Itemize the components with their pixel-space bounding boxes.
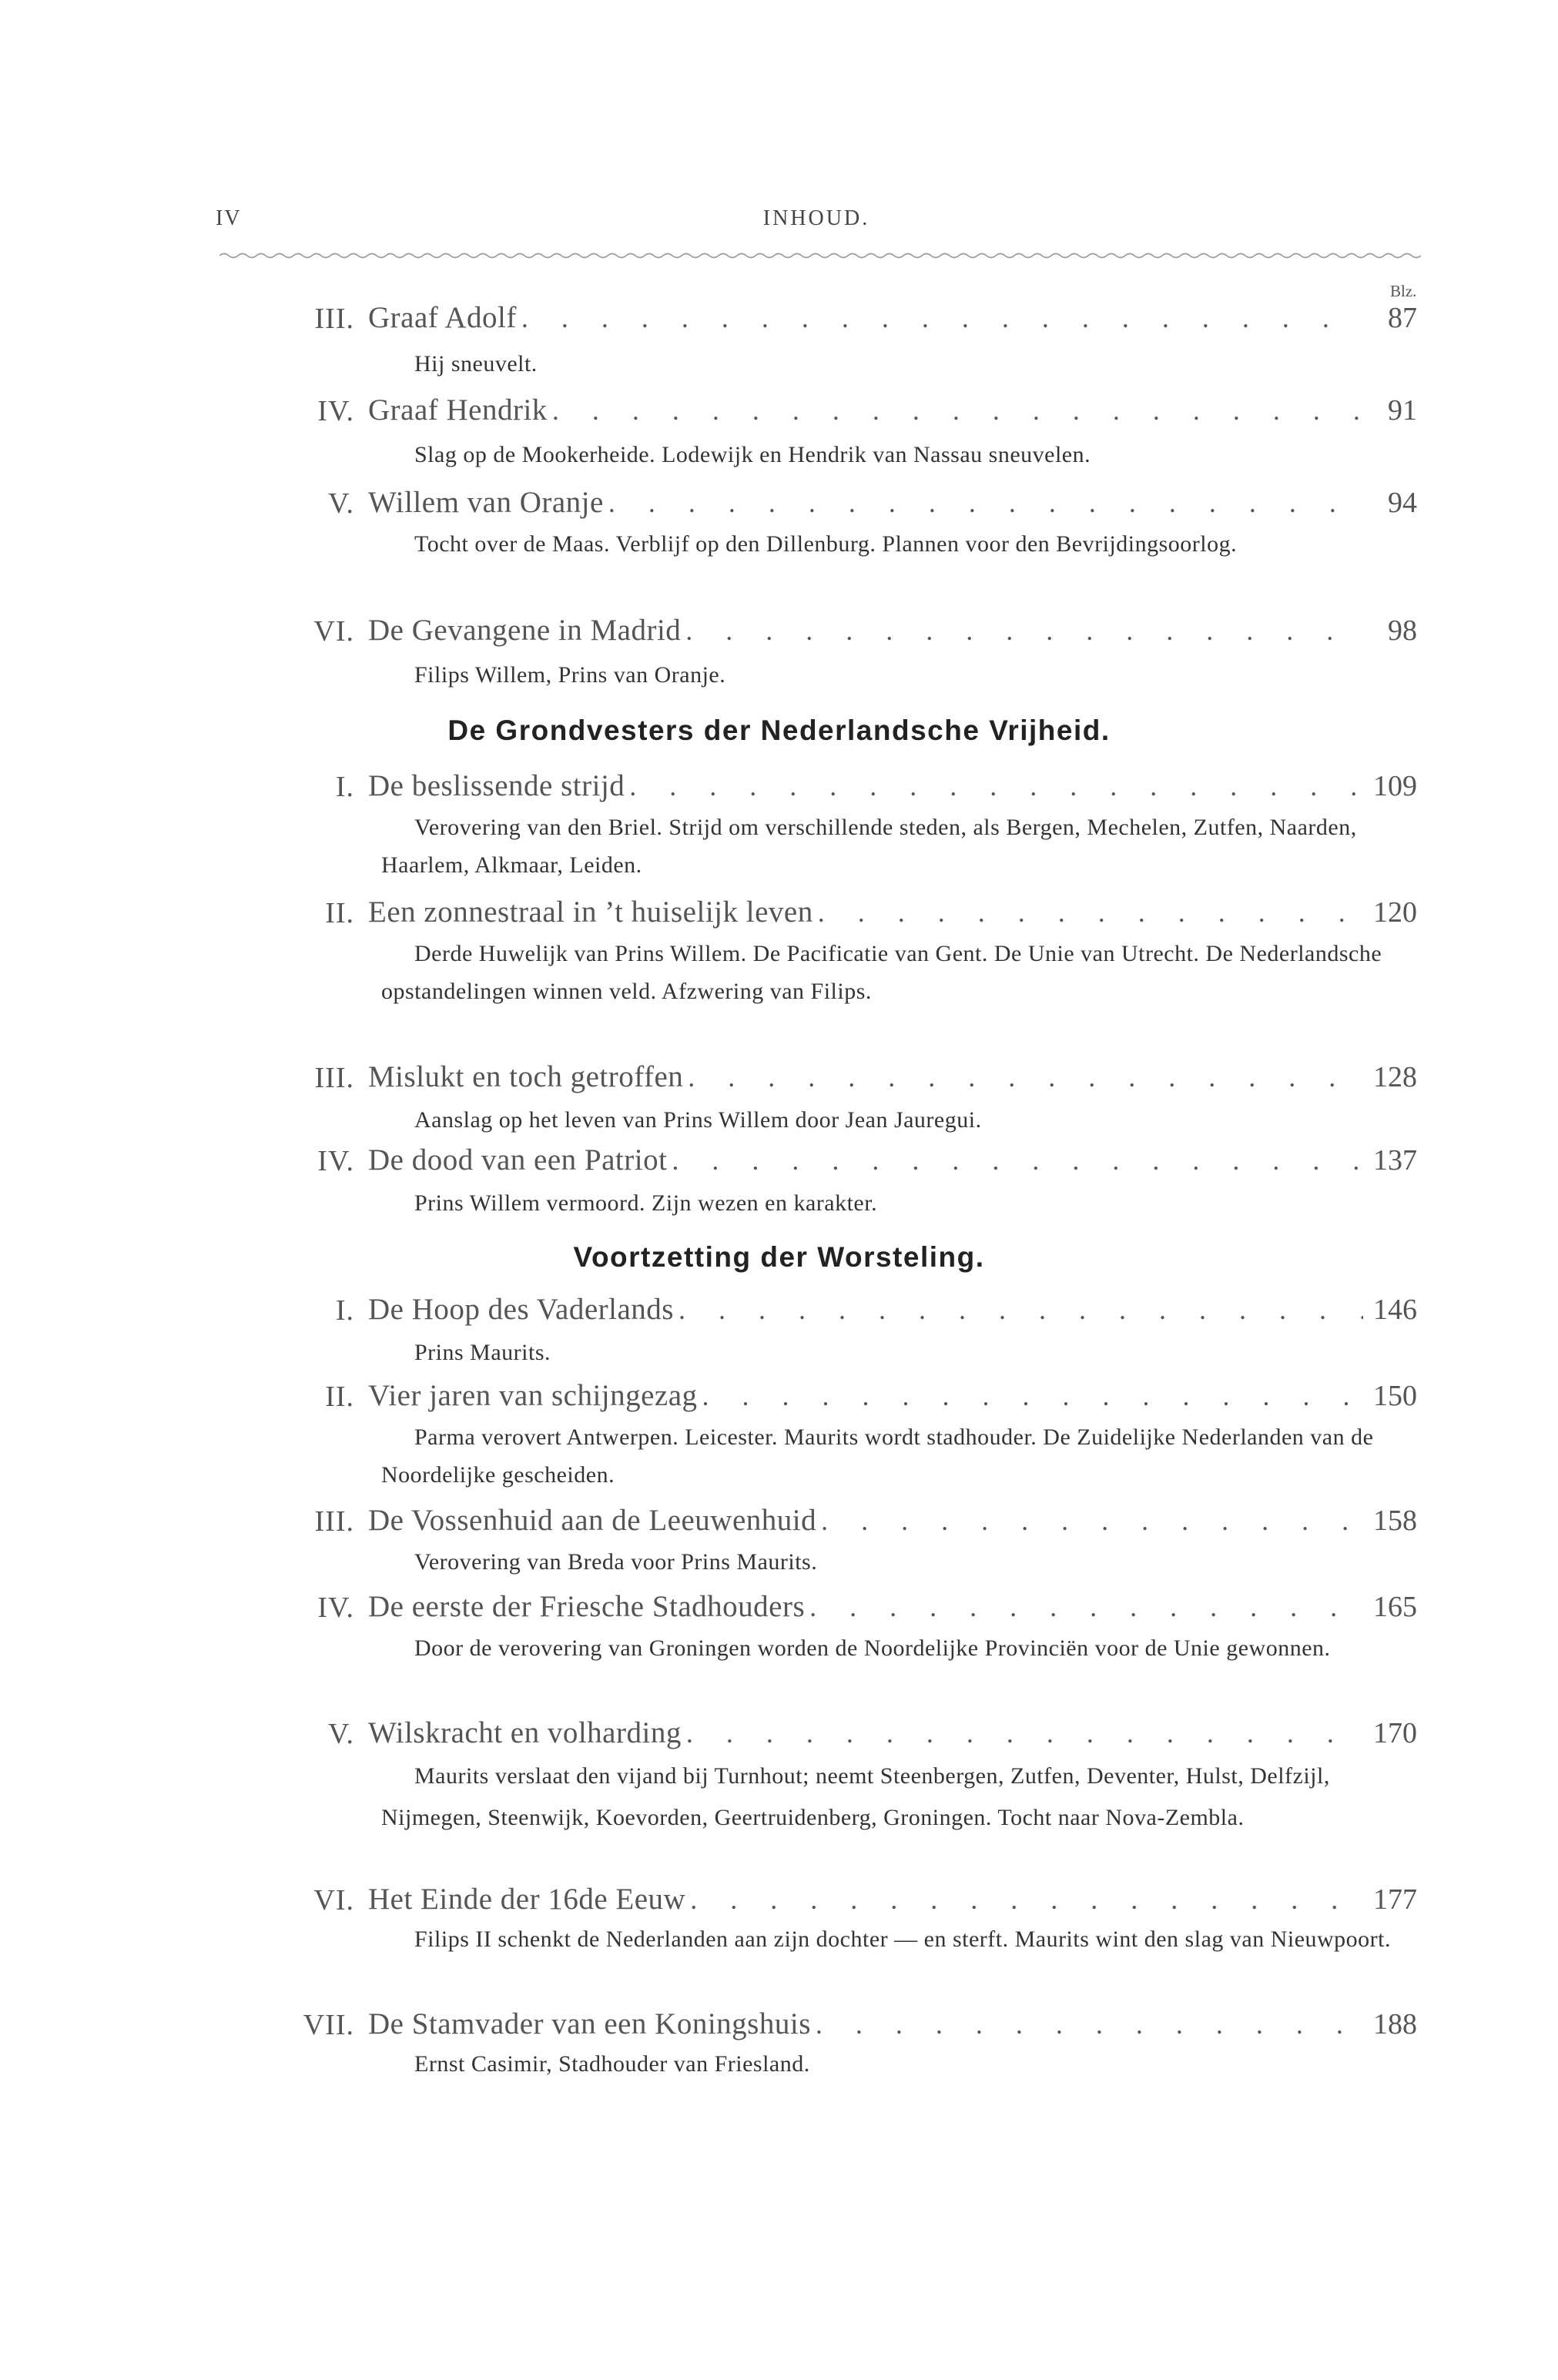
entry-title: De Hoop des Vaderlands [368,1293,674,1326]
entry-title-line [368,393,1417,431]
entry-summary: Filips II schenkt de Nederlanden aan zijn dochter — en sterft. Maurits wint den slag van Nieuwpoort. [414,1926,1392,1952]
entry-numeral: V. [327,1718,354,1750]
dot-leader [625,770,1363,802]
section-heading: De Grondvesters der Nederlandsche Vrijheid. [447,715,1111,746]
entry-title-line [368,485,1417,524]
entry-page-number: 165 [1373,1591,1417,1623]
entry-title-line [368,1882,1417,1920]
entry-numeral: II. [325,897,354,929]
entry-title-line [368,2007,1417,2045]
entry-numeral: VI. [313,1884,354,1916]
entry-page-number: 120 [1373,896,1417,929]
entry-page-number: 158 [1373,1505,1417,1537]
entry-page-number: 91 [1388,394,1417,427]
entry-numeral: IV. [317,395,354,427]
entry-title-line [368,1143,1417,1181]
entry-title: De Gevangene in Madrid [368,614,682,647]
entry-summary: Prins Maurits. [414,1340,551,1365]
page-number: IV [216,206,242,230]
entry-page-number: 170 [1373,1717,1417,1749]
entry-summary: Aanslag op het leven van Prins Willem door Jean Jauregui. [414,1107,982,1133]
dot-leader [548,394,1363,427]
entry-numeral: I. [335,1294,354,1327]
entry-title: De beslissende strijd [368,769,625,802]
dot-leader [685,1883,1363,1916]
entry-page-number: 109 [1373,770,1417,802]
entry-title: De Vossenhuid aan de Leeuwenhuid [368,1504,817,1537]
dot-leader [667,1144,1363,1177]
entry-summary: Parma verovert Antwerpen. Leicester. Maurits wordt stadhouder. De Zuidelijke Nederlanden van de Noordelijke gescheiden. [381,1424,1374,1488]
entry-title: Mislukt en toch getroffen [368,1060,684,1093]
entry-title: Vier jaren van schijngezag [368,1379,698,1412]
entry-page-number: 146 [1373,1294,1417,1326]
decorative-wavy-rule [219,250,1421,261]
dot-leader [681,614,1363,647]
dot-leader [683,1061,1363,1093]
entry-numeral: I. [335,771,354,803]
entry-page-number: 137 [1373,1144,1417,1177]
entry-summary: Verovering van Breda voor Prins Maurits. [414,1549,818,1575]
dot-leader [698,1380,1363,1412]
entry-title: Graaf Hendrik [368,393,548,427]
dot-leader [682,1717,1363,1749]
dot-leader [811,2008,1363,2040]
entry-numeral: V. [327,487,354,520]
entry-summary: Door de verovering van Groningen worden de Noordelijke Provinciën voor de Unie gewonnen. [414,1635,1331,1661]
entry-numeral: III. [314,303,354,335]
entry-numeral: III. [314,1062,354,1094]
dot-leader [816,1505,1363,1537]
entry-summary: Ernst Casimir, Stadhouder van Friesland. [414,2051,810,2077]
entry-summary: Prins Willem vermoord. Zijn wezen en karakter. [414,1190,878,1216]
entry-numeral: II. [325,1381,354,1413]
page-column-label: Blz. [1390,282,1417,300]
entry-page-number: 98 [1388,614,1417,647]
entry-summary: Slag op de Mookerheide. Lodewijk en Hendrik van Nassau sneuvelen. [414,442,1091,467]
entry-summary: Derde Huwelijk van Prins Willem. De Pacificatie van Gent. De Unie van Utrecht. De Nederlandsche opstandelingen winnen veld. Afzwering van Filips. [381,941,1382,1004]
entry-title: Willem van Oranje [368,486,604,519]
dot-leader [604,487,1363,519]
dot-leader [517,302,1363,334]
entry-page-number: 150 [1373,1380,1417,1412]
entry-numeral: VII. [303,2009,354,2041]
entry-title-line [368,1292,1417,1331]
entry-summary: Tocht over de Maas. Verblijf op den Dillenburg. Plannen voor den Bevrijdingsoorlog. [414,531,1238,557]
entry-title-line [368,1059,1417,1098]
entry-summary: Verovering van den Briel. Strijd om verschillende steden, als Bergen, Mechelen, Zutfen, Naarden, Haarlem, Alkmaar, Leiden. [381,815,1357,878]
entry-numeral: VI. [313,615,354,648]
entry-title: De dood van een Patriot [368,1143,668,1177]
entry-title: De eerste der Friesche Stadhouders [368,1590,806,1623]
entry-page-number: 87 [1388,302,1417,334]
page-heading: INHOUD. [762,206,870,230]
dot-leader [674,1294,1363,1326]
entry-title-line [368,300,1417,339]
entry-title: Wilskracht en volharding [368,1716,682,1749]
entry-title-line [368,1503,1417,1541]
running-head [216,206,1417,245]
entry-summary: Filips Willem, Prins van Oranje. [414,662,726,688]
entry-page-number: 177 [1373,1883,1417,1916]
entry-page-number: 128 [1373,1061,1417,1093]
entry-page-number: 94 [1388,487,1417,519]
entry-title-line [368,1589,1417,1628]
entry-title-line [368,895,1417,933]
entry-title-line [368,1378,1417,1417]
entry-numeral: III. [314,1505,354,1538]
entry-title: Het Einde der 16de Eeuw [368,1883,686,1916]
entry-summary: Maurits verslaat den vijand bij Turnhout; neemt Steenbergen, Zutfen, Deventer, Hulst, Delfzijl, Nijmegen, Steenwijk, Koevorden, Geertruidenberg, Groningen. Tocht naar Nova-Zembla. [381,1763,1330,1830]
dot-leader [813,896,1363,929]
entry-summary: Hij sneuvelt. [414,351,538,377]
section-heading: Voortzetting der Worsteling. [573,1241,985,1273]
entry-title: Graaf Adolf [368,301,517,334]
dot-leader [805,1591,1363,1623]
entry-page-number: 188 [1373,2008,1417,2040]
entry-title: De Stamvader van een Koningshuis [368,2007,811,2040]
entry-numeral: IV. [317,1592,354,1624]
entry-title-line [368,613,1417,651]
entry-numeral: IV. [317,1145,354,1177]
entry-title-line [368,768,1417,807]
entry-title: Een zonnestraal in ’t huiselijk leven [368,895,813,929]
entry-title-line [368,1716,1417,1754]
